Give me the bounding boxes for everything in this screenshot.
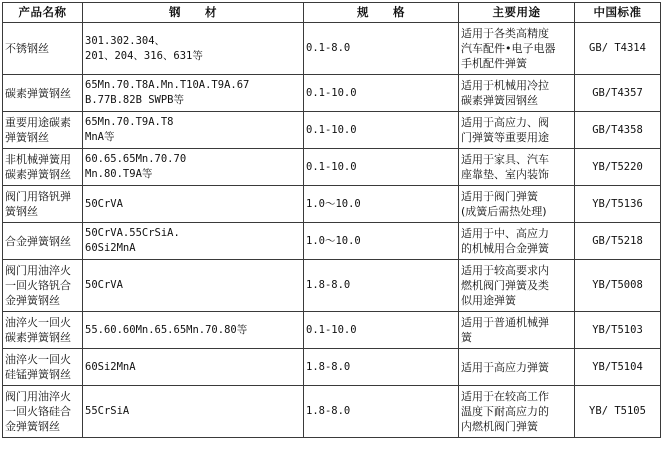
spec-cell: 1.0～10.0 [304,186,459,223]
steel-cell [83,223,304,260]
spec-cell: 0.1-10.0 [304,112,459,149]
header-product-name: 产品名称 [3,3,83,23]
use-cell-line: 适用于中、高应力 [461,227,549,240]
use-cell-line: 适用于各类高精度 [461,27,549,40]
use-cell-line: (成簧后需热处理) [461,205,547,218]
use-cell [459,23,575,75]
steel-cell-line: 301.302.304、 [85,34,166,47]
header-china-standard: 中国标准 [575,3,661,23]
product-name-cell-line: 合金弹簧钢丝 [5,234,71,248]
use-cell-line: 碳素弹簧园钢丝 [461,94,538,107]
use-cell-line: 似用途弹簧 [461,294,516,307]
use-cell-line: 汽车配件•电子电器 [461,42,556,55]
use-cell [459,75,575,112]
product-name-cell [3,149,83,186]
use-cell-line: 适用于机械用冷拉 [461,79,549,92]
steel-cell-line: 60Si2MnA [85,242,136,254]
header-main-use: 主要用途 [459,3,575,23]
standard-cell: YB/T5103 [575,312,661,349]
steel-cell [83,349,304,386]
steel-cell-line: MnA等 [85,131,115,143]
product-name-cell [3,23,83,75]
table-header [3,3,661,23]
steel-cell [83,312,304,349]
steel-cell-line: 65Mn.70.T8A.Mn.T10A.T9A.67 [85,79,250,91]
use-cell-line: 门弹簧等重要用途 [461,131,549,144]
use-cell [459,112,575,149]
table-row [3,312,661,349]
product-name-cell-line: 金弹簧钢丝 [5,420,60,433]
table-row [3,386,661,438]
product-name-cell-line: 簧钢丝 [5,205,38,218]
product-name-cell-line: 一回火铬钒合 [5,279,71,292]
use-cell [459,349,575,386]
steel-cell [83,112,304,149]
steel-cell-line: 50CrVA [85,279,123,291]
spec-cell: 1.8-8.0 [304,349,459,386]
use-cell-line: 适用于高应力弹簧 [461,360,549,374]
use-cell-line: 燃机阀门弹簧及类 [461,279,549,292]
table-row [3,349,661,386]
steel-cell-line: 50CrVA.55CrSiA. [85,227,180,239]
use-cell [459,186,575,223]
product-name-cell [3,186,83,223]
steel-cell-line: 55.60.60Mn.65.65Mn.70.80等 [85,323,248,336]
spec-cell: 0.1-10.0 [304,75,459,112]
spec-cell: 1.0～10.0 [304,223,459,260]
steel-cell [83,260,304,312]
spec-cell: 0.1-10.0 [304,149,459,186]
product-name-cell-line: 碳素弹簧钢丝 [5,86,71,100]
standard-cell: YB/T5008 [575,260,661,312]
standard-cell: YB/T5104 [575,349,661,386]
spec-cell: 0.1-10.0 [304,312,459,349]
header-steel: 钢 材 [83,3,304,23]
use-cell-line: 内燃机阀门弹簧 [461,420,538,433]
table-body [3,23,661,438]
steel-cell-line: 60.65.65Mn.70.70 [85,153,187,165]
use-cell-line: 座靠垫、室内装饰 [461,168,549,181]
product-name-cell-line: 一回火铬硅合 [5,405,71,418]
steel-cell [83,386,304,438]
use-cell [459,260,575,312]
table-row [3,23,661,75]
product-name-cell [3,260,83,312]
product-name-cell-line: 硅锰弹簧钢丝 [5,368,71,381]
table-row [3,223,661,260]
use-cell-line: 簧 [461,331,472,344]
steel-cell-line: 50CrVA [85,197,123,210]
product-name-cell-line: 弹簧钢丝 [5,131,49,144]
standard-cell: GB/ T4314 [575,23,661,75]
product-name-cell-line: 金弹簧钢丝 [5,294,60,307]
use-cell-line: 的机械用合金弹簧 [461,242,549,255]
use-cell-line: 温度下耐高应力的 [461,405,549,418]
product-name-cell [3,223,83,260]
standard-cell: GB/T4357 [575,75,661,112]
table-row [3,260,661,312]
product-name-cell [3,386,83,438]
product-name-cell-line: 阀门用铬钒弹 [5,190,71,203]
spec-cell: 0.1-8.0 [304,23,459,75]
product-name-cell-line: 碳素弹簧钢丝 [5,331,71,344]
product-name-cell-line: 碳素弹簧钢丝 [5,168,71,181]
table-row [3,149,661,186]
use-cell-line: 适用于阀门弹簧 [461,190,538,203]
spec-cell: 1.8-8.0 [304,260,459,312]
product-name-cell-line: 重要用途碳素 [5,116,71,129]
product-name-cell-line: 阀门用油淬火 [5,264,71,277]
steel-cell-line: 60Si2MnA [85,360,136,373]
steel-cell-line: 55CrSiA [85,405,130,417]
spring-steel-wire-table [2,2,661,438]
spec-cell: 1.8-8.0 [304,386,459,438]
standard-cell: GB/T4358 [575,112,661,149]
steel-cell [83,75,304,112]
product-name-cell [3,112,83,149]
table-row [3,75,661,112]
use-cell [459,149,575,186]
use-cell-line: 适用于较高要求内 [461,264,549,277]
use-cell-line: 适用于普通机械弹 [461,316,549,329]
steel-cell-line: Mn.80.T9A等 [85,168,153,180]
header-row [3,3,661,23]
product-name-cell-line: 油淬火一回火 [5,316,71,329]
standard-cell: YB/T5220 [575,149,661,186]
table-row [3,186,661,223]
use-cell [459,386,575,438]
product-name-cell [3,349,83,386]
use-cell [459,312,575,349]
steel-cell [83,149,304,186]
use-cell [459,223,575,260]
steel-cell [83,186,304,223]
steel-cell-line: 201、204、316、631等 [85,49,203,62]
standard-cell: GB/T5218 [575,223,661,260]
header-specification: 规 格 [304,3,459,23]
product-name-cell-line: 油淬火一回火 [5,353,71,366]
use-cell-line: 手机配件弹簧 [461,57,527,70]
product-name-cell-line: 阀门用油淬火 [5,390,71,403]
use-cell-line: 适用于在较高工作 [461,390,549,403]
product-name-cell [3,312,83,349]
product-name-cell-line: 不锈钢丝 [5,42,49,55]
product-name-cell [3,75,83,112]
standard-cell: YB/ T5105 [575,386,661,438]
use-cell-line: 适用于家具、汽车 [461,153,549,166]
steel-cell [83,23,304,75]
steel-cell-line: B.77B.82B SWPB等 [85,94,185,106]
use-cell-line: 适用于高应力、阀 [461,116,549,129]
standard-cell: YB/T5136 [575,186,661,223]
table-row [3,112,661,149]
product-name-cell-line: 非机械弹簧用 [5,153,71,166]
steel-cell-line: 65Mn.70.T9A.T8 [85,116,174,128]
